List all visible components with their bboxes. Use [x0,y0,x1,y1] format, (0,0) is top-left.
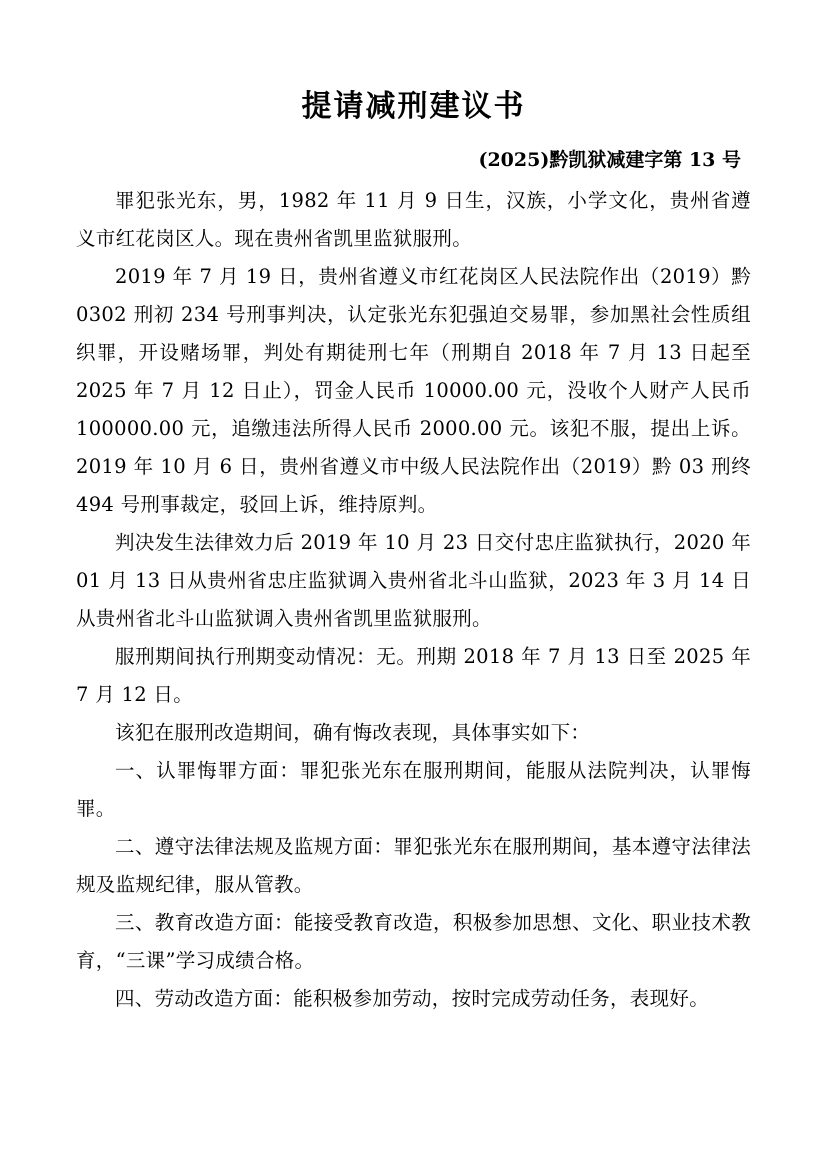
paragraph-repentance-intro: 该犯在服刑改造期间，确有悔改表现，具体事实如下： [115,721,591,745]
document-body [76,182,751,1018]
paragraph-item-two: 二、遵守法律法规及监规方面：罪犯张光东在服刑期间，基本遵守法律法规及监规纪律，服从管教。 [76,835,751,897]
paragraph-first-judgment: 2019 年 7 月 19 日，贵州省遵义市红花岗区人民法院作出（2019）黔 0302 刑初 234 号刑事判决，认定张光东犯强迫交易罪，参加黑社会性质组织罪，开设赌场罪，判处有期徒刑七年（刑期自 2018 年 7 月 13 日起至 2025 年 7 月 12 日止），罚金人民币 10000.00 元，没收个人财产人民币 100000.00 元，追缴违法所得人民币 2000.00 元。该犯不服，提出上诉。2019 年 10 月 6 日，贵州省遵义市中级人民法院作出（2019）黔 03 刑终 494 号刑事裁定，驳回上诉，维持原判。 [76,265,751,517]
paragraph-prison-transfers: 判决发生法律效力后 2019 年 10 月 23 日交付忠庄监狱执行，2020 年 01 月 13 日从贵州省忠庄监狱调入贵州省北斗山监狱，2023 年 3 月 14 日从贵州省北斗山监狱调入贵州省凯里监狱服刑。 [76,531,751,631]
paragraph-item-one: 一、认罪悔罪方面：罪犯张光东在服刑期间，能服从法院判决，认罪悔罪。 [76,759,751,821]
paragraph-offender-info: 罪犯张光东，男，1982 年 11 月 9 日生，汉族，小学文化，贵州省遵义市红花岗区人。现在贵州省凯里监狱服刑。 [76,189,751,251]
paragraph-item-three: 三、教育改造方面：能接受教育改造，积极参加思想、文化、职业技术教育，“三课”学习成绩合格。 [76,911,751,973]
page-title: 提请减刑建议书 [301,89,526,124]
document-number: (2025)黔凯狱减建字第 13 号 [478,149,741,171]
paragraph-sentence-changes: 服刑期间执行刑期变动情况：无。刑期 2018 年 7 月 13 日至 2025 年 7 月 12 日。 [76,645,751,707]
paragraph-item-four: 四、劳动改造方面：能积极参加劳动，按时完成劳动任务，表现好。 [115,987,710,1011]
